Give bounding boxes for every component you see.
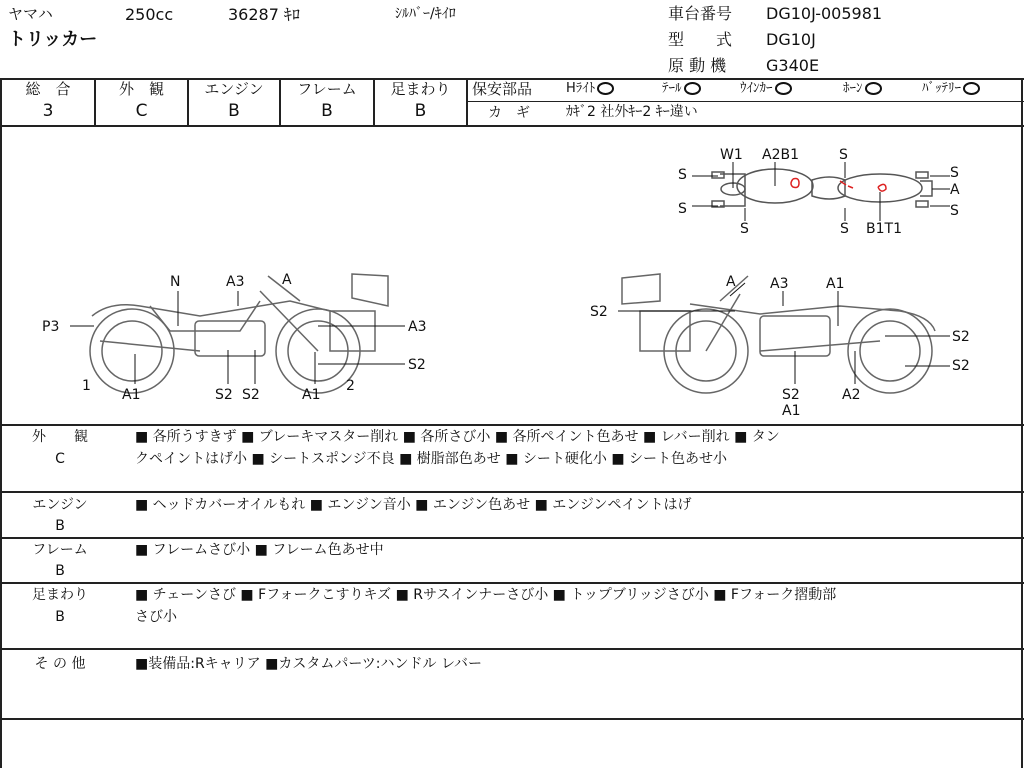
label-2: 2: [346, 378, 355, 394]
label-a: A: [282, 272, 292, 288]
section-label: フレーム: [32, 542, 88, 558]
label-s: S: [950, 165, 959, 181]
safety-label: 保安部品: [472, 80, 533, 98]
safety-horn: [843, 82, 882, 95]
ok-circle-icon: [775, 82, 792, 95]
label-s2: S2: [782, 387, 800, 403]
frame-grade: B: [321, 101, 333, 121]
mark-icon: [791, 179, 799, 188]
type-value: DG10J: [766, 30, 816, 49]
label-a1: A1: [122, 387, 141, 403]
ok-circle-icon: [684, 82, 701, 95]
section-label: 足まわり: [32, 587, 88, 603]
safety-battery: [922, 82, 980, 95]
section-grade: C: [55, 451, 65, 467]
section-text: さび小: [135, 609, 177, 625]
section-grade: B: [55, 609, 65, 625]
suspension-rating-label: 足まわり: [390, 80, 451, 98]
section-text: ■ 各所うすきず ■ ブレーキマスター削れ ■ 各所さび小 ■ 各所ペイント色あせ ■ レバー削れ ■ タン: [135, 429, 780, 445]
engine-label: 原 動 機: [668, 56, 727, 75]
exterior-label: 外 観: [118, 80, 164, 98]
label-b1t1: B1T1: [866, 221, 902, 237]
divider: [466, 101, 1024, 102]
label-n: N: [170, 274, 181, 290]
label-a1: A1: [302, 387, 321, 403]
displacement: 250cc: [125, 5, 174, 24]
section-text: ■ ヘッドカバーオイルもれ ■ エンジン音小 ■ エンジン色あせ ■ エンジンペイントはげ: [135, 497, 692, 513]
label-s2: S2: [952, 329, 970, 345]
section-text: クペイントはげ小 ■ シートスポンジ不良 ■ 樹脂部色あせ ■ シート硬化小 ■ シート色あせ小: [135, 451, 728, 467]
section-grade: B: [55, 563, 65, 579]
section-label: エンジン: [32, 497, 88, 513]
top-view-bike: [712, 169, 932, 207]
label-s2: S2: [215, 387, 233, 403]
label-a2: A2: [842, 387, 861, 403]
overall-grade: 3: [42, 101, 54, 121]
tail-label: ﾃｰﾙ: [662, 81, 682, 96]
ok-circle-icon: [963, 82, 980, 95]
frame-rating-label: フレーム: [297, 80, 357, 98]
label-a3: A3: [770, 276, 789, 292]
engine-model: G340E: [766, 56, 820, 75]
label-w1: W1: [720, 147, 743, 163]
divider: [0, 491, 1024, 493]
label-s: S: [678, 167, 687, 183]
divider: [0, 582, 1024, 584]
battery-label: ﾊﾞｯﾃﾘｰ: [922, 81, 961, 96]
label-a2b1: A2B1: [762, 147, 799, 163]
label-s: S: [950, 203, 959, 219]
label-s: S: [839, 147, 848, 163]
safety-winker: [740, 82, 792, 95]
model-name: トリッカー: [8, 29, 98, 50]
divider: [0, 424, 1024, 426]
section-label: そ の 他: [34, 656, 86, 672]
divider: [0, 648, 1024, 650]
label-s2: S2: [242, 387, 260, 403]
divider: [0, 537, 1024, 539]
label-s: S: [740, 221, 749, 237]
type-label: 型 式: [668, 30, 733, 49]
label-a: A: [950, 182, 960, 198]
label-s2: S2: [952, 358, 970, 374]
label-s2: S2: [590, 304, 608, 320]
section-text: ■ チェーンさび ■ Fフォークこすりキズ ■ Rサスインナーさび小 ■ トップブリッジさび小 ■ Fフォーク摺動部: [135, 587, 837, 603]
label-1: 1: [82, 378, 91, 394]
label-a: A: [726, 274, 736, 290]
mark-icon: [878, 184, 886, 191]
overall-label: 総 合: [25, 80, 71, 98]
maker: ヤマハ: [8, 5, 53, 23]
suspension-grade: B: [414, 101, 427, 121]
label-a1: A1: [826, 276, 845, 292]
label-s: S: [678, 201, 687, 217]
safety-tail: [662, 82, 701, 95]
divider: [466, 78, 468, 126]
safety-headlight: [566, 82, 614, 95]
label-p3: P3: [42, 319, 60, 335]
label-s: S: [840, 221, 849, 237]
keys-label: カ ギ: [488, 105, 530, 121]
headlight-label: Hﾗｲﾄ: [566, 81, 596, 96]
ok-circle-icon: [865, 82, 882, 95]
label-a1: A1: [782, 403, 801, 419]
section-text: ■ フレームさび小 ■ フレーム色あせ中: [135, 542, 384, 558]
body-color: ｼﾙﾊﾞｰ/ｷｲﾛ: [395, 6, 456, 22]
label-a3: A3: [408, 319, 427, 335]
damage-diagram: [0, 126, 1024, 426]
section-label: 外 観: [32, 429, 88, 445]
engine-grade: B: [228, 101, 240, 121]
mileage: 36287 ｷﾛ: [228, 5, 300, 24]
keys-value: ｶｷﾞ2 社外ｷｰ2 ｷｰ違い: [566, 104, 698, 120]
winker-label: ｳｲﾝｶｰ: [740, 81, 773, 96]
horn-label: ﾎｰﾝ: [843, 81, 863, 96]
frame-no: DG10J-005981: [766, 4, 883, 23]
section-grade: B: [55, 518, 65, 534]
divider: [0, 718, 1024, 720]
mark-icon: [840, 181, 853, 188]
section-text: ■装備品:Rキャリア ■カスタムパーツ:ハンドル レバー: [135, 656, 482, 672]
label-a3: A3: [226, 274, 245, 290]
frame-no-label: 車台番号: [668, 4, 733, 23]
label-s2: S2: [408, 357, 426, 373]
exterior-grade: C: [135, 101, 148, 121]
engine-rating-label: エンジン: [204, 80, 264, 98]
ok-circle-icon: [597, 82, 614, 95]
